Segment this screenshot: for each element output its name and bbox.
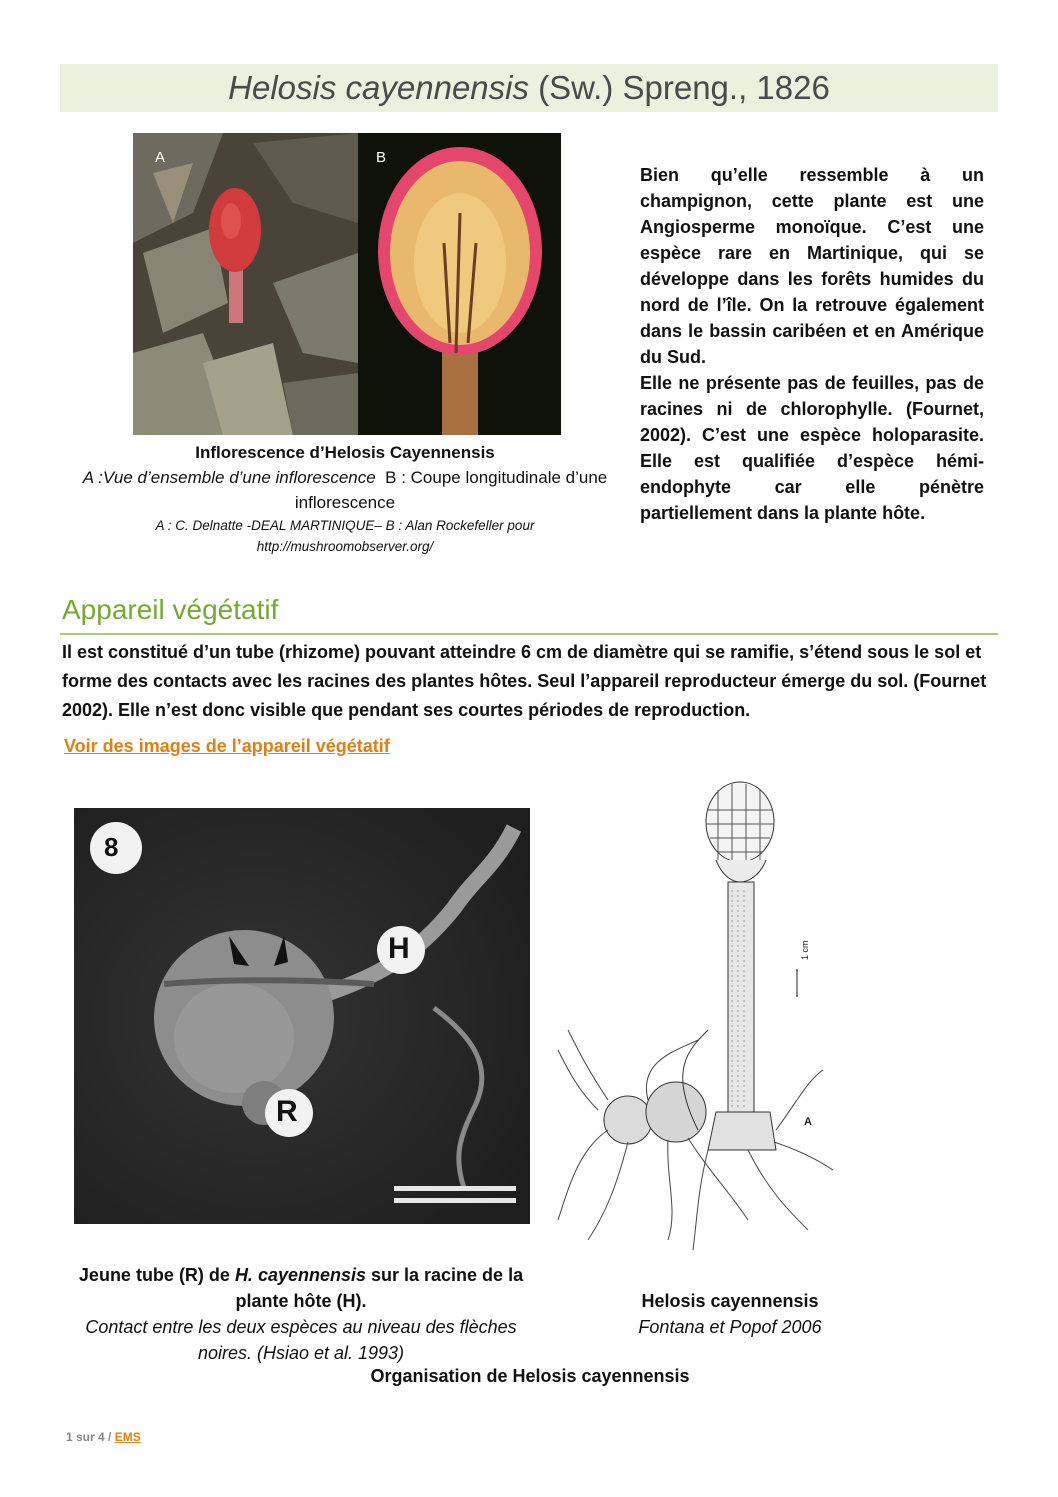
page-title — [60, 64, 998, 112]
intro-text — [640, 162, 984, 526]
species-name: Helosis cayennensis — [228, 69, 529, 106]
footer-separator: / — [104, 1430, 115, 1444]
figure-8-photo — [74, 808, 530, 1224]
vegetative-images-link[interactable]: Voir des images de l’appareil végétatif — [64, 736, 390, 756]
drawing-caption-credit: Fontana et Popof 2006 — [638, 1317, 822, 1337]
drawing-label-a: A — [804, 1116, 812, 1128]
species-authority: (Sw.) Spreng., 1826 — [538, 69, 830, 106]
footer — [66, 1430, 141, 1444]
intro-paragraph-2: Elle ne présente pas de feuilles, pas de racines ni de chlorophylle. (Fournet, 2002). C’est une espèce holoparasite. Elle est qualifiée d’espèce hémi-endophyte car elle pénètre partiellement dans la plante hôte. — [640, 373, 984, 523]
section-body — [62, 638, 998, 725]
photo-credit-1: A : C. Delnatte -DEAL MARTINIQUE– B : Alan Rockefeller pour — [155, 518, 535, 533]
label-tube-r: R — [276, 1095, 298, 1128]
figure-number: 8 — [104, 832, 119, 862]
photo-caption-b: B : Coupe longitudinale d’une inflorescence — [294, 468, 608, 512]
page-number: 1 sur 4 — [66, 1430, 105, 1444]
photo-b-label: B — [376, 149, 387, 166]
inflorescence-photos — [133, 133, 561, 435]
section-divider — [60, 633, 998, 635]
fig8-caption-ital: H. cayennensis — [234, 1265, 366, 1285]
fig8-caption-line2: Contact entre les deux espèces au niveau des flèches noires. (Hsiao et al. 1993) — [85, 1317, 517, 1363]
intro-paragraph-1: Bien qu’elle ressemble à un champignon, cette plante est une Angiosperme monoïque. C’est une espèce rare en Martinique, qui se développe dans les forêts humides du nord de l’île. On la retrouve également dans le bassin caribéen et en Amérique du Sud. — [640, 165, 984, 367]
photo-caption-title: Inflorescence d’Helosis Cayennensis — [195, 443, 495, 462]
ems-link[interactable]: EMS — [114, 1430, 141, 1444]
drawing-caption — [590, 1288, 870, 1340]
botanical-drawing — [548, 770, 838, 1260]
section-paragraph: Il est constitué d’un tube (rhizome) pouvant atteindre 6 cm de diamètre qui se ramifie, s’étend sous le sol et forme des contacts avec les racines des plantes hôtes. Seul l’appareil reproducteur émerge du sol. (Fournet 2002). Elle n’est donc visible que pendant ses courtes périodes de reproduction. — [62, 642, 987, 720]
section-heading: Appareil végétatif — [62, 594, 279, 625]
photo-caption — [60, 440, 630, 557]
photo-a — [133, 133, 358, 435]
photo-b — [358, 133, 561, 435]
figure-8-caption — [70, 1262, 532, 1366]
organisation-caption: Organisation de Helosis cayennensis — [370, 1366, 690, 1386]
fig8-caption-post: sur la racine de la plante hôte (H). — [235, 1265, 524, 1311]
photo-credit-2: http://mushroomobserver.org/ — [256, 539, 434, 554]
drawing-caption-title: Helosis cayennensis — [641, 1291, 819, 1311]
drawing-scale-label: 1 cm — [800, 940, 810, 960]
fig8-caption-pre: Jeune tube (R) de — [78, 1265, 235, 1285]
label-host-h: H — [388, 932, 410, 965]
photo-a-label: A — [155, 149, 166, 166]
photo-caption-a: A :Vue d’ensemble d’une inflorescence — [82, 468, 376, 487]
